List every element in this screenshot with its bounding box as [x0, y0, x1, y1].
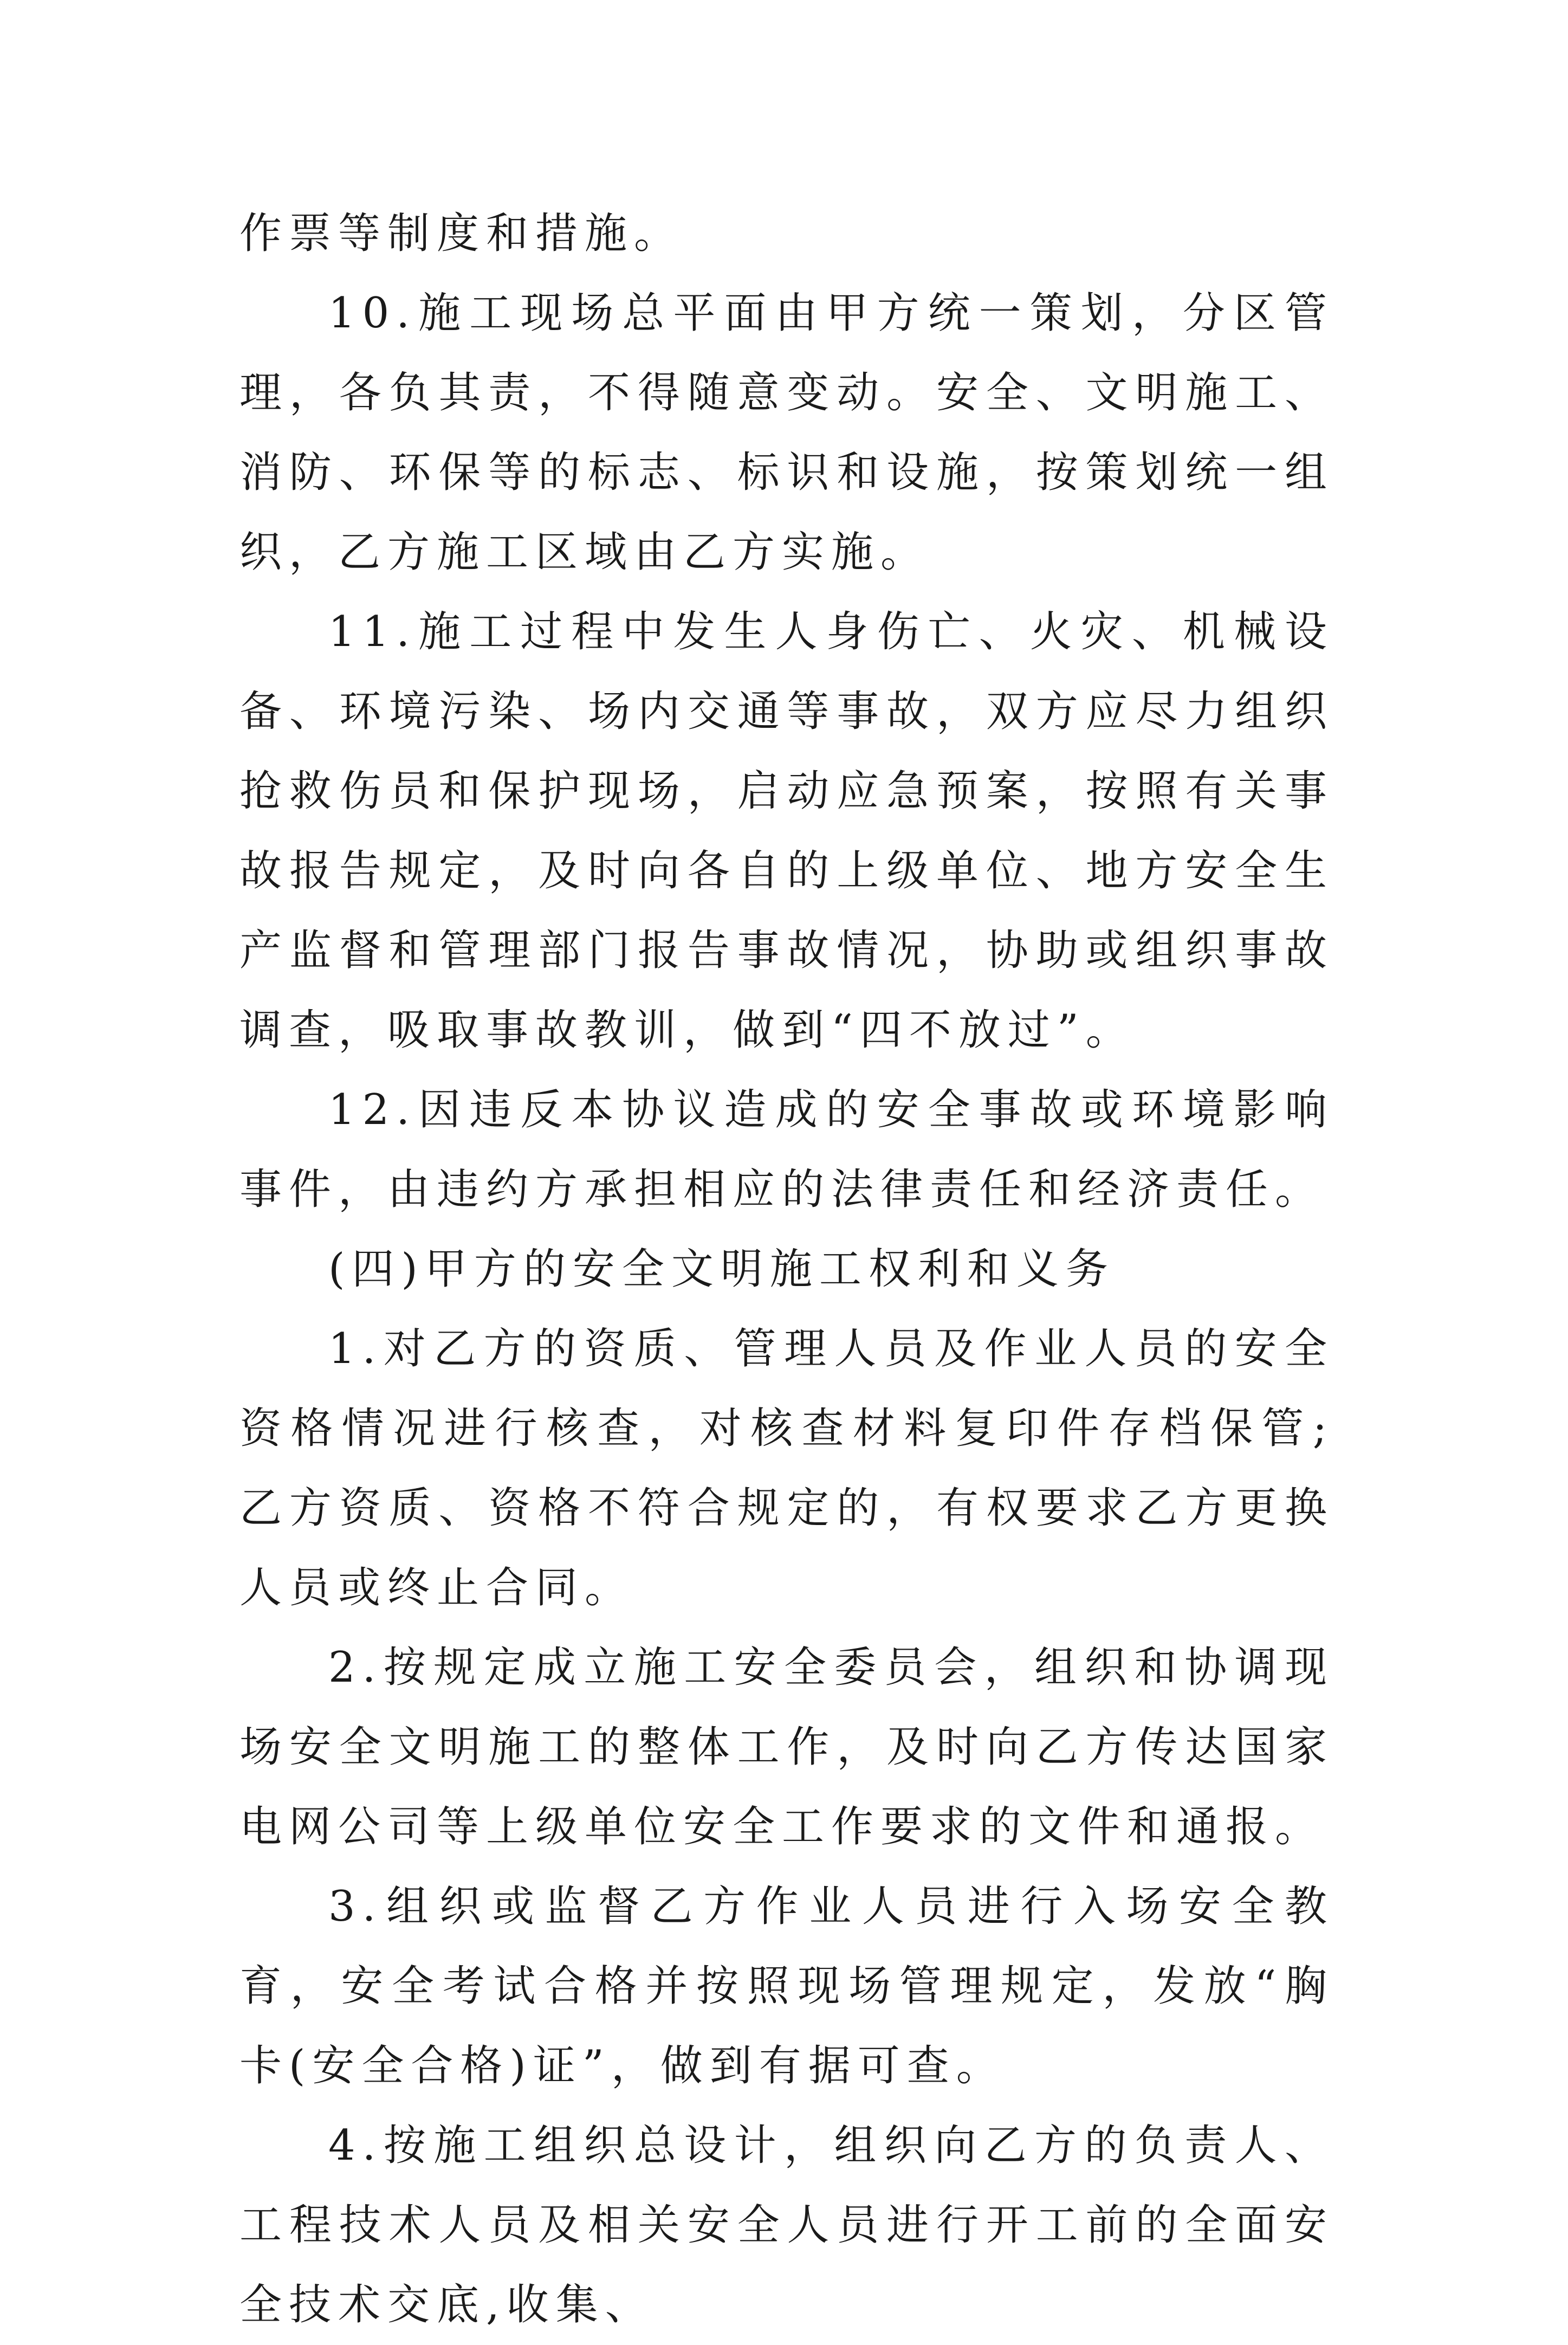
document-body	[239, 194, 1334, 2345]
section-heading: (四)甲方的安全文明施工权利和义务	[328, 1245, 1115, 1294]
paragraph-item-2: 2.按规定成立施工安全委员会，组织和协调现场安全文明施工的整体工作，及时向乙方传达国家电网公司等上级单位安全工作要求的文件和通报。	[239, 1643, 1334, 1851]
paragraph-item-10: 10.施工现场总平面由甲方统一策划，分区管理，各负其责，不得随意变动。安全、文明施工、消防、环保等的标志、标识和设施，按策划统一组织，乙方施工区域由乙方实施。	[239, 289, 1334, 577]
paragraph-item-11: 11.施工过程中发生人身伤亡、火灾、机械设备、环境污染、场内交通等事故，双方应尽力组织抢救伤员和保护现场，启动应急预案，按照有关事故报告规定，及时向各自的上级单位、地方安全生产监督和管理部门报告事故情况，协助或组织事故调查，吸取事故教训，做到“四不放过”。	[239, 608, 1334, 1055]
paragraph-continuation: 作票等制度和措施。	[239, 209, 684, 258]
paragraph-item-3: 3.组织或监督乙方作业人员进行入场安全教育，安全考试合格并按照现场管理规定，发放“胸卡(安全合格)证”，做到有据可查。	[239, 1882, 1334, 2090]
paragraph-item-4: 4.按施工组织总设计，组织向乙方的负责人、工程技术人员及相关安全人员进行开工前的全面安全技术交底,收集、	[239, 2121, 1334, 2329]
paragraph-item-12: 12.因违反本协议造成的安全事故或环境影响事件，由违约方承担相应的法律责任和经济责任。	[239, 1086, 1334, 1214]
paragraph-item-1: 1.对乙方的资质、管理人员及作业人员的安全资格情况进行核查，对核查材料复印件存档保管;乙方资质、资格不符合规定的，有权要求乙方更换人员或终止合同。	[239, 1325, 1334, 1612]
